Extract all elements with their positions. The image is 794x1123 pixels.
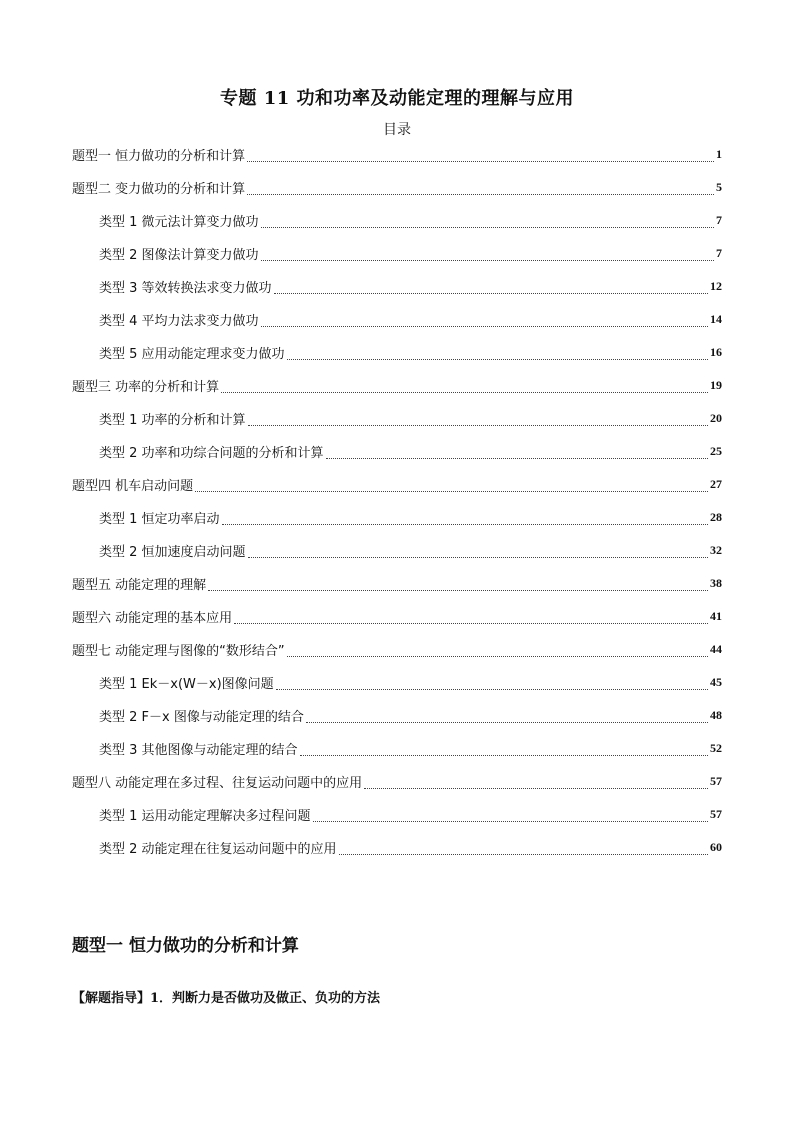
toc-entry[interactable] xyxy=(72,468,722,501)
toc-entry[interactable] xyxy=(72,303,722,336)
toc-entry-page-number: 5 xyxy=(716,180,722,194)
toc-entry-label: 类型 2 恒加速度启动问题 xyxy=(99,545,246,560)
toc-entry-label: 类型 5 应用动能定理求变力做功 xyxy=(99,347,285,362)
toc-entry-label: 类型 2 F－x 图像与动能定理的结合 xyxy=(99,710,304,725)
toc-entry-label: 题型四 机车启动问题 xyxy=(72,479,194,494)
toc-dot-leader xyxy=(261,316,708,327)
toc-dot-leader xyxy=(326,448,708,459)
toc-dot-leader xyxy=(276,679,708,690)
toc-entry-label: 题型三 功率的分析和计算 xyxy=(72,380,220,395)
document-title: 专题 11 功和功率及动能定理的理解与应用 xyxy=(219,88,575,109)
toc-dot-leader xyxy=(208,580,708,591)
toc-entry[interactable] xyxy=(72,138,722,171)
toc-entry-label: 题型二 变力做功的分析和计算 xyxy=(72,182,246,197)
toc-entry-page-number: 57 xyxy=(710,807,722,821)
toc-entry-label: 类型 2 功率和功综合问题的分析和计算 xyxy=(99,446,324,461)
toc-entry-page-number: 60 xyxy=(710,840,722,854)
toc-entry[interactable] xyxy=(72,831,722,864)
toc-entry-page-number: 12 xyxy=(710,279,722,293)
toc-entry-page-number: 45 xyxy=(710,675,722,689)
toc-entry-page-number: 20 xyxy=(710,411,722,425)
toc-entry[interactable] xyxy=(72,402,722,435)
solution-guide-line xyxy=(72,987,380,1006)
toc-entry[interactable] xyxy=(72,699,722,732)
toc-entry[interactable] xyxy=(72,567,722,600)
toc-dot-leader xyxy=(300,745,708,756)
toc-entry-page-number: 38 xyxy=(710,576,722,590)
toc-dot-leader xyxy=(306,712,708,723)
toc-entry[interactable] xyxy=(72,765,722,798)
toc-entry-label: 类型 3 其他图像与动能定理的结合 xyxy=(99,743,298,758)
toc-entry-page-number: 25 xyxy=(710,444,722,458)
toc-entry-label: 类型 1 微元法计算变力做功 xyxy=(99,215,259,230)
solution-guide-text: 【解题指导】1．判断力是否做功及做正、负功的方法 xyxy=(72,991,381,1006)
toc-entry-page-number: 52 xyxy=(710,741,722,755)
toc-entry-page-number: 14 xyxy=(710,312,722,326)
table-of-contents xyxy=(72,138,722,864)
toc-dot-leader xyxy=(339,844,708,855)
toc-entry[interactable] xyxy=(72,204,722,237)
toc-entry[interactable] xyxy=(72,369,722,402)
toc-entry-label: 类型 4 平均力法求变力做功 xyxy=(99,314,259,329)
toc-dot-leader xyxy=(313,811,708,822)
toc-dot-leader xyxy=(248,415,708,426)
toc-dot-leader xyxy=(195,481,708,492)
toc-entry-label: 类型 1 运用动能定理解决多过程问题 xyxy=(99,809,311,824)
toc-entry-label: 题型八 动能定理在多过程、往复运动问题中的应用 xyxy=(72,776,363,791)
toc-entry[interactable] xyxy=(72,666,722,699)
toc-entry-page-number: 48 xyxy=(710,708,722,722)
toc-entry-label: 类型 3 等效转换法求变力做功 xyxy=(99,281,272,296)
toc-dot-leader xyxy=(287,646,708,657)
toc-entry-page-number: 44 xyxy=(710,642,722,656)
toc-entry-page-number: 1 xyxy=(716,147,722,161)
toc-entry-label: 题型六 动能定理的基本应用 xyxy=(72,611,233,626)
toc-entry[interactable] xyxy=(72,600,722,633)
toc-entry[interactable] xyxy=(72,435,722,468)
toc-entry-page-number: 7 xyxy=(716,246,722,260)
toc-entry-page-number: 57 xyxy=(710,774,722,788)
toc-heading: 目录 xyxy=(383,122,411,138)
toc-dot-leader xyxy=(247,151,714,162)
toc-dot-leader xyxy=(274,283,708,294)
toc-entry-page-number: 27 xyxy=(710,477,722,491)
toc-dot-leader xyxy=(234,613,708,624)
toc-entry-label: 题型一 恒力做功的分析和计算 xyxy=(72,149,246,164)
toc-entry-label: 题型五 动能定理的理解 xyxy=(72,578,207,593)
toc-entry[interactable] xyxy=(72,732,722,765)
toc-entry-label: 类型 1 恒定功率启动 xyxy=(99,512,220,527)
toc-entry-page-number: 7 xyxy=(716,213,722,227)
section-heading: 题型一 恒力做功的分析和计算 xyxy=(72,936,299,956)
toc-dot-leader xyxy=(364,778,708,789)
toc-entry[interactable] xyxy=(72,336,722,369)
toc-dot-leader xyxy=(261,250,714,261)
toc-entry[interactable] xyxy=(72,798,722,831)
toc-dot-leader xyxy=(247,184,714,195)
toc-entry-label: 类型 1 Ek－x(W－x)图像问题 xyxy=(99,677,274,692)
toc-entry-page-number: 28 xyxy=(710,510,722,524)
toc-entry[interactable] xyxy=(72,237,722,270)
toc-entry[interactable] xyxy=(72,501,722,534)
toc-dot-leader xyxy=(248,547,708,558)
toc-dot-leader xyxy=(222,514,708,525)
toc-entry[interactable] xyxy=(72,633,722,666)
toc-entry[interactable] xyxy=(72,270,722,303)
toc-entry-page-number: 41 xyxy=(710,609,722,623)
toc-entry-label: 题型七 动能定理与图像的“数形结合” xyxy=(72,644,285,659)
toc-entry[interactable] xyxy=(72,534,722,567)
toc-entry-label: 类型 1 功率的分析和计算 xyxy=(99,413,246,428)
toc-entry-label: 类型 2 动能定理在往复运动问题中的应用 xyxy=(99,842,337,857)
toc-dot-leader xyxy=(221,382,708,393)
toc-entry-page-number: 16 xyxy=(710,345,722,359)
toc-entry-page-number: 19 xyxy=(710,378,722,392)
toc-entry[interactable] xyxy=(72,171,722,204)
toc-entry-label: 类型 2 图像法计算变力做功 xyxy=(99,248,259,263)
toc-dot-leader xyxy=(287,349,708,360)
toc-entry-page-number: 32 xyxy=(710,543,722,557)
toc-dot-leader xyxy=(261,217,714,228)
